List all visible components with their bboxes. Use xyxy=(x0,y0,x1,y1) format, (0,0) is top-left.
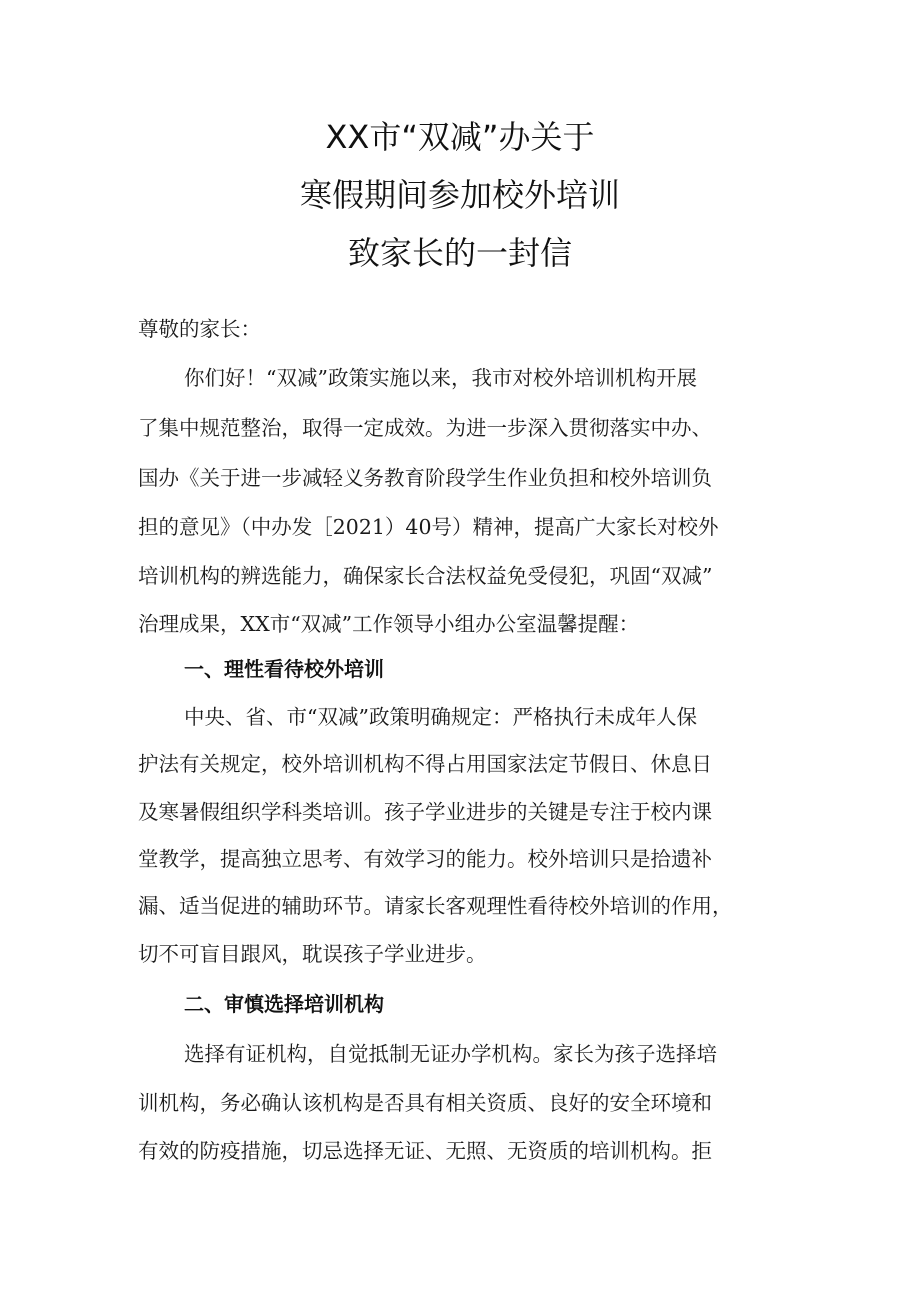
paragraph-line: 护法有关规定，校外培训机构不得占用国家法定节假日、休息日 xyxy=(138,752,712,776)
paragraph-line: 培训机构的辨选能力，确保家长合法权益免受侵犯，巩固“双减” xyxy=(138,564,713,588)
paragraph-line: 有效的防疫措施，切忌选择无证、无照、无资质的培训机构。拒 xyxy=(138,1139,712,1163)
paragraph-line: 及寒暑假组织学科类培训。孩子学业进步的关键是专注于校内课 xyxy=(138,800,712,824)
paragraph-line: 选择有证机构，自觉抵制无证办学机构。家长为孩子选择培 xyxy=(184,1042,717,1066)
title-line: 寒假期间参加校外培训 xyxy=(299,176,620,214)
paragraph-line: 了集中规范整治，取得一定成效。为进一步深入贯彻落实中办、 xyxy=(138,416,712,440)
paragraph-line: 治理成果，XX市“双减”工作领导小组办公室温馨提醒： xyxy=(138,612,640,636)
paragraph-line: 国办《关于进一步减轻义务教育阶段学生作业负担和校外培训负 xyxy=(138,466,712,490)
paragraph-line: 担的意见》（中办发［2021）40号）精神，提高广大家长对校外 xyxy=(138,515,719,539)
section-heading: 二、审慎选择培训机构 xyxy=(184,992,384,1016)
paragraph-line: 你们好！“双减”政策实施以来，我市对校外培训机构开展 xyxy=(184,366,697,390)
paragraph-line: 漏、适当促进的辅助环节。请家长客观理性看待校外培训的作用， xyxy=(138,894,733,918)
salutation: 尊敬的家长： xyxy=(138,317,261,341)
section-heading: 一、理性看待校外培训 xyxy=(184,657,384,681)
paragraph-line: 训机构，务必确认该机构是否具有相关资质、良好的安全环境和 xyxy=(138,1091,712,1115)
paragraph-line: 堂教学，提高独立思考、有效学习的能力。校外培训只是拾遗补 xyxy=(138,847,712,871)
paragraph-line: 切不可盲目跟风，耽误孩子学业进步。 xyxy=(138,942,487,966)
document-title xyxy=(0,108,920,282)
title-line: XX市“双减”办关于 xyxy=(325,118,595,156)
paragraph-line: 中央、省、市“双减”政策明确规定：严格执行未成年人保 xyxy=(184,705,697,729)
title-line: 致家长的一封信 xyxy=(347,234,572,272)
